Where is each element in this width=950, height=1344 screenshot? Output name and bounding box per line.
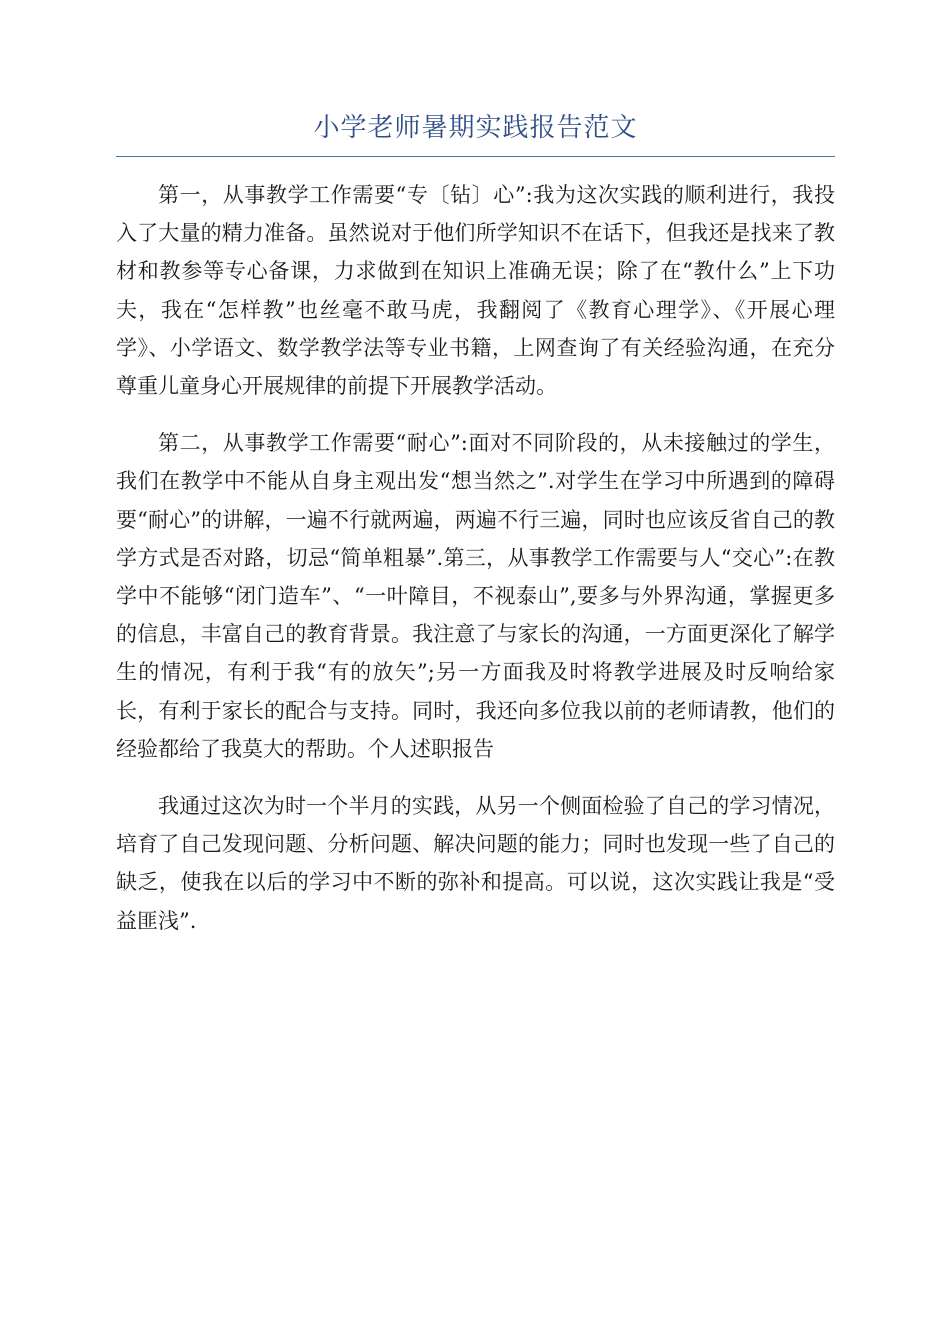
title-block	[116, 108, 835, 157]
page-title: 小学老师暑期实践报告范文	[313, 113, 638, 143]
document-body	[116, 176, 835, 959]
paragraph-2: 第二，从事教学工作需要“耐心”:面对不同阶段的，从未接触过的学生，我们在教学中不能从自身主观出发“想当然之”.对学生在学习中所遇到的障碍要“耐心”的讲解，一遍不行就两遍，两遍不行三遍，同时也应该反省自己的教学方式是否对路，切忌“简单粗暴”.第三，从事教学工作需要与人“交心”:在教学中不能够“闭门造车”、“一叶障目，不视泰山”,要多与外界沟通，掌握更多的信息，丰富自己的教育背景。我注意了与家长的沟通，一方面更深化了解学生的情况，有利于我“有的放矢”;另一方面我及时将教学进展及时反响给家长，有利于家长的配合与支持。同时，我还向多位我以前的老师请教，他们的经验都给了我莫大的帮助。个人述职报告	[116, 431, 835, 761]
paragraph-3: 我通过这次为时一个半月的实践，从另一个侧面检验了自己的学习情况，培育了自己发现问题、分析问题、解决问题的能力；同时也发现一些了自己的缺乏，使我在以后的学习中不断的弥补和提高。可以说，这次实践让我是“受益匪浅”.	[116, 794, 835, 933]
paragraph-1: 第一，从事教学工作需要“专〔钻〕心”:我为这次实践的顺利进行，我投入了大量的精力准备。虽然说对于他们所学知识不在话下，但我还是找来了教材和教参等专心备课，力求做到在知识上准确无误；除了在“教什么”上下功夫，我在“怎样教”也丝毫不敢马虎，我翻阅了《教育心理学》、《开展心理学》、小学语文、数学教学法等专业书籍，上网查询了有关经验沟通，在充分尊重儿童身心开展规律的前提下开展教学活动。	[116, 183, 835, 399]
